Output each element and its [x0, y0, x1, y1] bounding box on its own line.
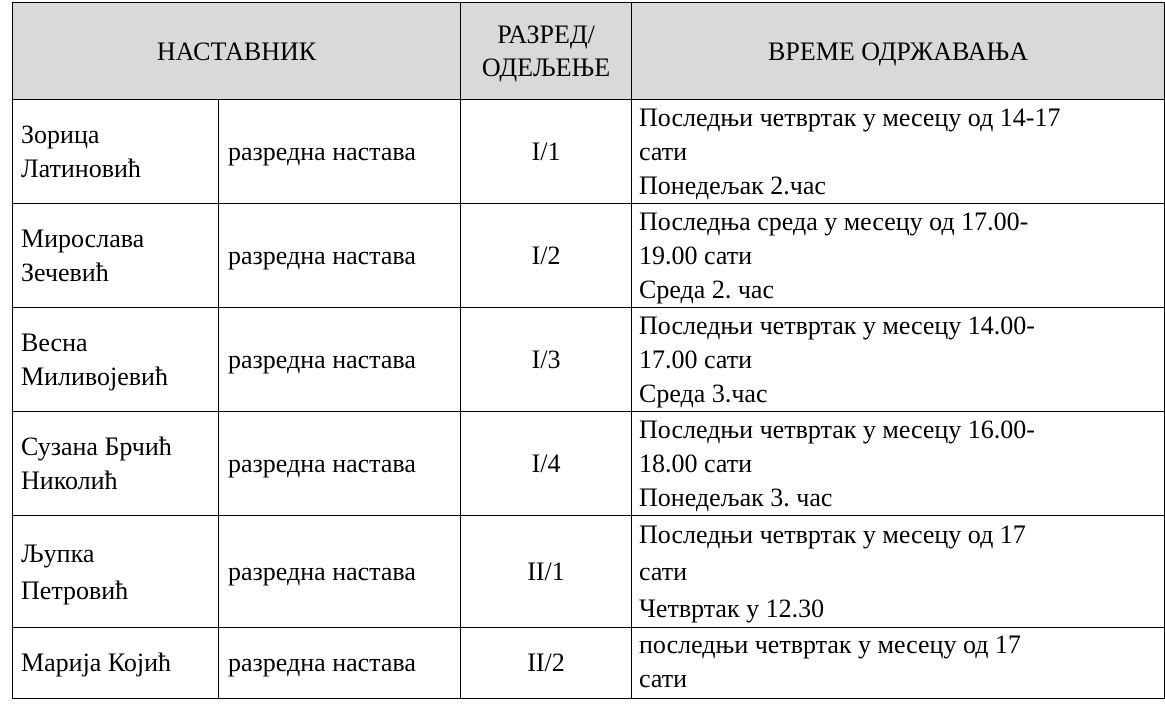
teacher-name-line: Марија Којић — [21, 648, 172, 677]
teacher-name — [13, 204, 219, 308]
header-teacher: НАСТАВНИК — [13, 3, 461, 100]
teacher-name-line: Зорица — [21, 119, 100, 149]
header-grade — [461, 3, 632, 100]
teacher-name — [13, 516, 219, 628]
header-row — [13, 3, 1165, 100]
grade-cell: I/1 — [461, 100, 632, 204]
time-line: последњи четвртак у месецу од 17 — [639, 630, 1021, 659]
schedule-table — [12, 2, 1165, 699]
time-cell — [632, 204, 1165, 308]
time-cell — [632, 100, 1165, 204]
table-row — [13, 204, 1165, 308]
time-line: сати — [639, 664, 688, 693]
table-row — [13, 100, 1165, 204]
teacher-name-line: Весна — [21, 327, 88, 357]
grade-cell: I/2 — [461, 204, 632, 308]
subject-cell: разредна настава — [219, 628, 461, 699]
header-grade-line2: ОДЕЉЕЊЕ — [481, 53, 611, 82]
time-line: Среда 2. час — [639, 274, 774, 304]
time-cell — [632, 628, 1165, 699]
time-line: Последњи четвртак у месецу 14.00- — [639, 310, 1035, 340]
time-cell — [632, 412, 1165, 516]
table-row — [13, 412, 1165, 516]
table-row — [13, 308, 1165, 412]
teacher-name-line: Зечевић — [21, 257, 109, 287]
time-line: Последњи четвртак у месецу од 14-17 — [639, 102, 1061, 132]
teacher-name-line: Сузана Брчић — [21, 431, 172, 461]
time-line: Среда 3.час — [639, 378, 768, 408]
grade-cell: I/4 — [461, 412, 632, 516]
time-line: Последња среда у месецу од 17.00- — [639, 206, 1029, 236]
time-cell — [632, 308, 1165, 412]
time-line: Понедељак 3. час — [639, 482, 833, 512]
header-time: ВРЕМЕ ОДРЖАВАЊА — [632, 3, 1165, 100]
time-line: сати — [639, 136, 688, 166]
subject-cell: разредна настава — [219, 308, 461, 412]
grade-cell: I/3 — [461, 308, 632, 412]
grade-cell: II/2 — [461, 628, 632, 699]
subject-cell: разредна настава — [219, 204, 461, 308]
time-cell — [632, 516, 1165, 628]
time-line: 17.00 сати — [639, 344, 753, 374]
teacher-name — [13, 308, 219, 412]
teacher-name-line: Петровић — [21, 575, 129, 605]
time-line: сати — [639, 557, 688, 586]
time-line: Последњи четвртак у месецу 16.00- — [639, 414, 1035, 444]
teacher-name-line: Миливојевић — [21, 361, 168, 391]
teacher-name-line: Николић — [21, 465, 118, 495]
grade-cell: II/1 — [461, 516, 632, 628]
teacher-name-line: Латиновић — [21, 153, 141, 183]
teacher-name — [13, 412, 219, 516]
subject-cell: разредна настава — [219, 100, 461, 204]
header-grade-line1: РАЗРЕД/ — [497, 20, 595, 49]
time-line: Четвртак у 12.30 — [639, 594, 825, 623]
teacher-name-line: Љупка — [21, 538, 95, 568]
time-line: 18.00 сати — [639, 448, 753, 478]
time-line: Последњи четвртак у месецу од 17 — [639, 520, 1026, 549]
time-line: 19.00 сати — [639, 240, 753, 270]
subject-cell: разредна настава — [219, 516, 461, 628]
table-row — [13, 516, 1165, 628]
teacher-name — [13, 100, 219, 204]
subject-cell: разредна настава — [219, 412, 461, 516]
table-row — [13, 628, 1165, 699]
time-line: Понедељак 2.час — [639, 170, 826, 200]
teacher-name — [13, 628, 219, 699]
teacher-name-line: Мирослава — [21, 223, 145, 253]
